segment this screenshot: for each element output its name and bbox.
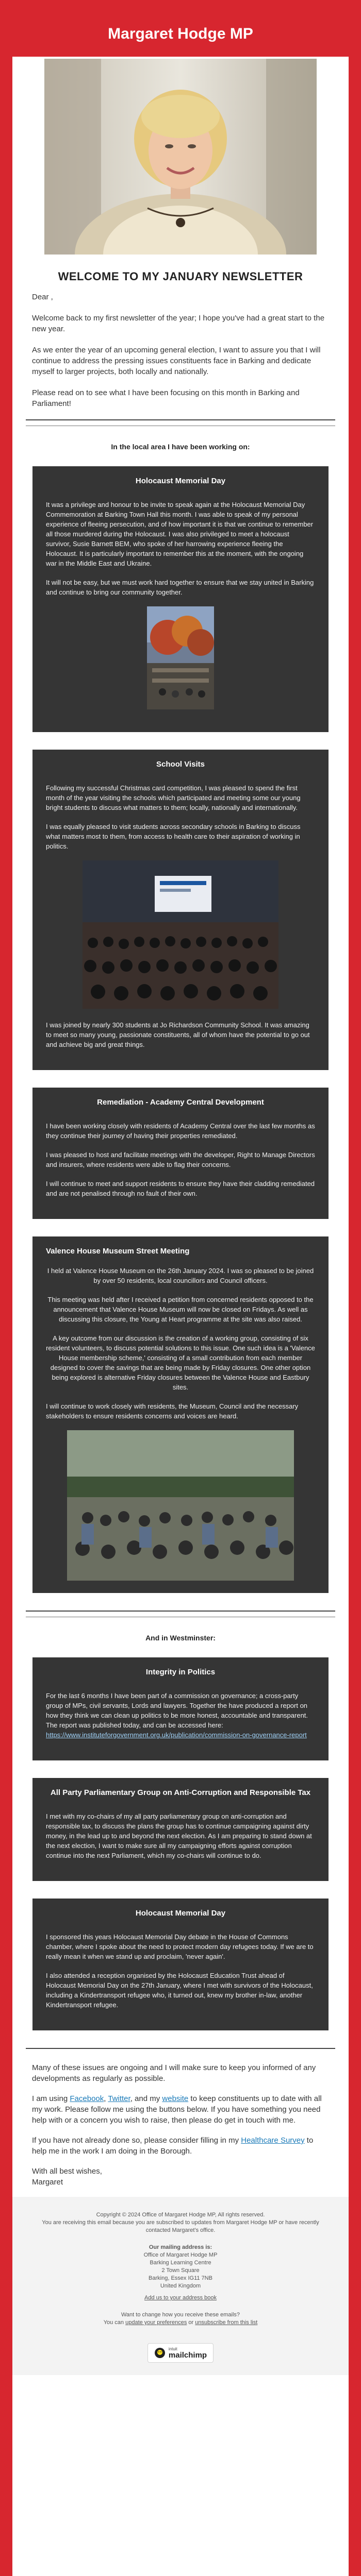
card-paragraph: Following my successful Christmas card competition, I was pleased to spend the first month of the year visiting the schools which participated and meeting some our young bright students to discuss what matters to them; locally, nationally and internationally. [46,784,301,811]
greeting: Dear , [32,293,53,301]
card-title: Remediation - Academy Central Development [97,1098,264,1107]
divider [26,2048,335,2049]
facebook-link[interactable]: Facebook [70,2094,104,2103]
address-line: Barking Learning Centre [150,2260,211,2266]
text: , and my [130,2094,162,2103]
text: to help me in the work I am doing in the Borough. [32,2136,314,2156]
text: If you have not already done so, please consider filling in my [32,2136,241,2145]
address-line: United Kingdom [160,2283,201,2289]
closing-paragraph-1: Many of these issues are ongoing and I will make sure to keep you informed of any developments as regularly as possible. [32,2063,316,2083]
card-paragraph: I was equally pleased to visit students across secondary schools in Barking to discuss what matters most to them, from access to health care to their aspiration of working in politics. [46,823,301,850]
mailchimp-badge[interactable] [147,2343,214,2363]
text: I am using [32,2094,70,2103]
signature-name: Margaret [32,2178,63,2187]
card-paragraph: A key outcome from our discussion is the creation of a working group, consisting of six resident volunteers, to discuss potential solutions to this issue. One such idea is a 'Valence House membership scheme,' consisting of a small contribution from each member designed to cover the savings that are being made by Friday closures. One other option being explored is alternative Friday closures between the Valence House and Eastbury sites. [46,1334,315,1391]
remediation-card [32,1088,329,1219]
preferences-line [33,2319,328,2327]
intro-paragraph-2: As we enter the year of an upcoming general election, I want to assure you that I will continue to address the pressing issues constituents face in Barking and dedicate myself to larger projects, both locally and nationally. [32,346,321,376]
school-assembly-photo [83,860,278,1009]
card-text: For the last 6 months I have been part of a commission on governance; a cross-party group of MPs, civil servants, Lords and lawyers. Together the have produced a report on how they think we can clean up politics to be more honest, accountable and transparent. The report was published today, and can be accessed here: [46,1692,308,1729]
closing-paragraph-3 [32,2135,329,2157]
hero-portrait-image [44,59,317,255]
unsubscribe-link[interactable]: unsubscribe from this list [195,2319,258,2326]
change-delivery-question: Want to change how you receive these emails? [121,2312,240,2318]
website-link[interactable]: website [162,2094,189,2103]
school-visits-card [32,750,329,1070]
card-paragraph: I have been working closely with residents of Academy Central over the last few months as they continue their journey of having their properties remediated. [46,1122,315,1140]
card-paragraph: This meeting was held after I received a petition from concerned residents opposed to the announcement that Valence House Museum will now be closed on Fridays. As well as discussing this closure, the Young at Heart programme at the site was also raised. [47,1296,314,1323]
signoff: With all best wishes, [32,2167,102,2176]
header-title: Margaret Hodge MP [108,25,253,42]
card-title: Valence House Museum Street Meeting [46,1247,190,1256]
intuit-label: intuit [168,2347,177,2351]
divider [26,419,335,420]
card-paragraph: I will continue to meet and support residents to ensure they have their cladding remediated and are not penalised through no fault of their own. [46,1180,315,1197]
holocaust-memorial-card [32,466,329,732]
card-paragraph: I met with my co-chairs of my all party parliamentary group on anti-corruption and responsible tax, to discuss the plans the group has to continue campaigning against dirty money, in the lead up to and beyond the next election. As I am preparing to stand down at the next election, I want to make sure all my campaigning efforts against corruption continue into the next Parliament, which my co-chairs will continue to do. [46,1812,312,1859]
text: You can [103,2319,126,2326]
header-band [12,11,349,57]
add-to-address-book-link[interactable]: Add us to your address book [144,2295,217,2301]
integrity-card [32,1657,329,1760]
card-title: Holocaust Memorial Day [135,477,226,485]
copyright-text: Copyright © 2024 Office of Margaret Hodge MP, All rights reserved. [96,2212,265,2218]
mailchimp-logo-icon [154,2347,166,2359]
card-title: Integrity in Politics [145,1668,216,1676]
intro-section [12,292,349,409]
westminster-heading: And in Westminster: [145,1634,216,1642]
email-page [12,11,349,2576]
card-paragraph [46,1691,315,1740]
card-paragraph: It was a privilege and honour to be invite to speak again at the Holocaust Memorial Day Commemoration at Barking Town Hall this month. I was able to speak of my personal experience of fleeing persecution, and of how important it is that we continue to remember all those murdered during the Holocaust. I was also privileged to meet a holocaust survivor, Susie Barnett BEM, who spoke of her harrowing experience fleeing the Holocaust. It is particularly important to remember this at the moment, with the ongoing war in the Middle East and Ukraine. [46,501,314,567]
card-paragraph: I also attended a reception organised by the Holocaust Education Trust ahead of Holocaust Memorial Day on the 27th January, where I met with survivors of the Holocaust, including a Kindertransport refugee who, it turned out, knew my brother in-law, another Kindertransport refugee. [46,1972,313,2009]
subscription-reason: You are receiving this email because you are subscribed to updates from Margaret Hodge MP or have recently contacted Margaret's office. [42,2219,319,2233]
card-paragraph: I will continue to work closely with residents, the Museum, Council and the necessary stakeholders to ensure residents concerns and voices are heard. [46,1402,299,1420]
intro-paragraph-3: Please read on to see what I have been focusing on this month in Barking and Parliament! [32,388,300,408]
street-meeting-photo [67,1430,294,1581]
card-paragraph: It will not be easy, but we must work hard together to ensure that we stay united in Barking and continue to bring our community together. [46,579,314,596]
legal-footer [12,2197,349,2375]
valence-house-card [32,1236,329,1593]
text: or [187,2319,195,2326]
card-paragraph: I was joined by nearly 300 students at Jo Richardson Community School. It was amazing to meet so many young, passionate constituents, all of whom have the potential to go out and achieve big and great things. [46,1021,310,1048]
commission-report-link[interactable]: https://www.instituteforgovernment.org.uk/publication/commission-on-governance-report [46,1731,307,1739]
closing-paragraph-2 [32,2093,329,2126]
card-paragraph: I held at Valence House Museum on the 26th January 2024. I was so pleased to be joined by over 50 residents, local councillors and Council officers. [47,1267,314,1284]
twitter-link[interactable]: Twitter [108,2094,130,2103]
card-title: Holocaust Memorial Day [135,1909,226,1918]
local-area-heading: In the local area I have been working on: [111,443,250,451]
card-paragraph: I sponsored this years Holocaust Memorial Day debate in the House of Commons chamber, where I spoke about the need to protect modern day refugees today. If we are to really mean it when we stand up and proclaim, 'never again'. [46,1933,314,1960]
appg-card [32,1778,329,1881]
healthcare-survey-link[interactable]: Healthcare Survey [241,2136,305,2145]
card-title: All Party Parliamentary Group on Anti-Corruption and Responsible Tax [50,1788,311,1797]
text: , [104,2094,108,2103]
hmd-debate-card [32,1899,329,2030]
intro-paragraph-1: Welcome back to my first newsletter of the year; I hope you've had a great start to the new year. [32,314,325,333]
card-title: School Visits [156,760,205,769]
card-paragraph: I was pleased to host and facilitate meetings with the developer, Right to Manage Directors and insurers, where residents were able to flag their concerns. [46,1151,315,1168]
town-hall-ceremony-photo [147,606,214,709]
closing-section [12,2062,349,2188]
address-line: 2 Town Square [161,2267,200,2274]
newsletter-title: WELCOME TO MY JANUARY NEWSLETTER [58,270,303,283]
update-preferences-link[interactable]: update your preferences [125,2319,187,2326]
mailing-address-heading: Our mailing address is: [149,2244,212,2250]
text: to keep constituents up to date with all my work. Please follow me using the buttons below. If you have something you need help with or a concern you wish to raise, then please do get in touch with me. [32,2094,322,2125]
address-line: Office of Margaret Hodge MP [143,2252,218,2258]
mailchimp-label: mailchimp [168,2351,207,2360]
address-line: Barking, Essex IG11 7NB [149,2275,212,2281]
divider [26,1611,335,1612]
